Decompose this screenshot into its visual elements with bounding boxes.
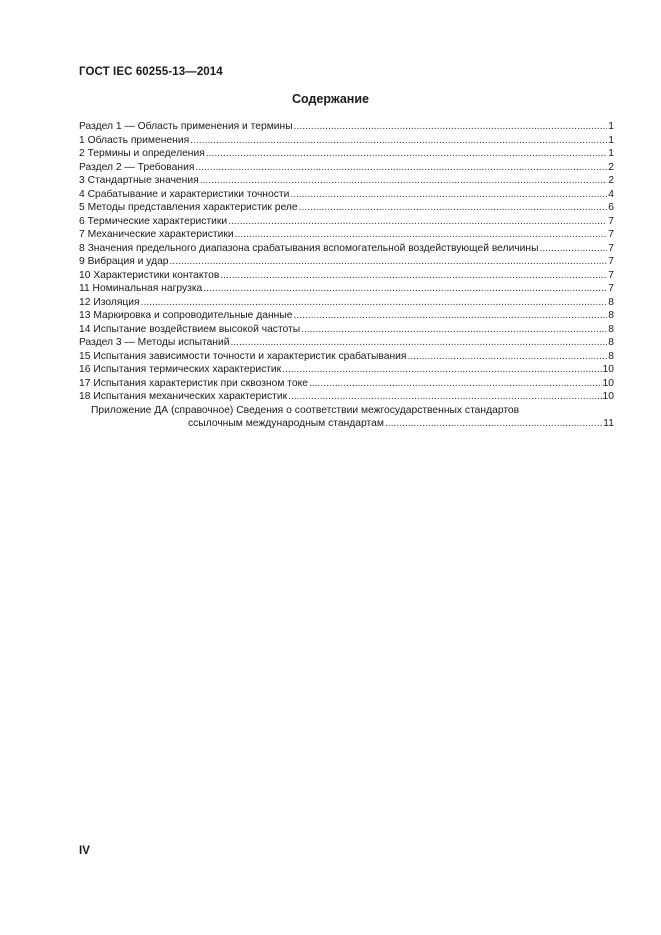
dot-leader	[190, 134, 607, 148]
toc-entry-page: 10	[602, 364, 614, 375]
dot-leader	[290, 188, 607, 202]
toc-entry[interactable]	[79, 377, 614, 391]
toc-entry-page: 8	[608, 310, 614, 321]
toc-entry-label: 18 Испытания механических характеристик	[79, 391, 288, 402]
toc-entry-page: 1	[608, 148, 614, 159]
dot-leader	[195, 161, 607, 175]
dot-leader	[385, 417, 602, 431]
toc-entry-label: Раздел 1 — Область применения и термины	[79, 121, 293, 132]
dot-leader	[309, 377, 602, 391]
toc-entry-label: 1 Область применения	[79, 134, 190, 146]
toc-entry-page: 10	[602, 377, 614, 389]
toc-entry-label: 10 Характеристики контактов	[79, 269, 220, 281]
toc-entry[interactable]	[79, 255, 614, 269]
toc-entry-label: 17 Испытания характеристик при сквозном токе	[79, 377, 308, 389]
dot-leader	[540, 242, 608, 256]
toc-entry[interactable]	[79, 296, 614, 310]
toc-annex-page: 11	[603, 418, 614, 429]
toc-entry-page: 8	[608, 350, 614, 362]
dot-leader	[228, 215, 607, 229]
table-of-contents	[79, 120, 614, 431]
dot-leader	[203, 282, 607, 296]
toc-entry-label: 6 Термические характеристики	[79, 215, 228, 227]
document-code: ГОСТ IEC 60255-13—2014	[79, 66, 223, 78]
toc-entry-label: 4 Срабатывание и характеристики точности	[79, 188, 290, 200]
toc-entry[interactable]	[79, 323, 614, 337]
toc-entry[interactable]	[79, 147, 614, 161]
toc-entry-page: 7	[608, 229, 614, 240]
toc-entry-page: 7	[608, 283, 614, 294]
toc-entry-page: 2	[608, 161, 614, 173]
toc-entry[interactable]	[79, 363, 614, 377]
toc-annex-label: ссылочным международным стандартам	[188, 418, 384, 429]
dot-leader	[293, 309, 607, 323]
toc-entry-page: 10	[602, 391, 614, 402]
toc-entry-page: 7	[608, 242, 614, 254]
toc-entry-page: 8	[608, 323, 614, 335]
toc-entry-page: 8	[608, 296, 614, 308]
dot-leader	[407, 350, 607, 364]
toc-entry[interactable]	[79, 269, 614, 283]
toc-entry-label: 5 Методы представления характеристик реле	[79, 202, 298, 213]
dot-leader	[200, 174, 608, 188]
dot-leader	[282, 363, 601, 377]
toc-entry-label: 11 Номинальная нагрузка	[79, 283, 203, 294]
toc-entry[interactable]	[79, 188, 614, 202]
toc-entry-page: 8	[608, 337, 614, 348]
toc-entry-page: 1	[608, 134, 614, 146]
toc-entry-page: 6	[608, 202, 614, 213]
toc-entry[interactable]	[79, 201, 614, 215]
toc-entry[interactable]	[79, 120, 614, 134]
dot-leader	[288, 390, 601, 404]
toc-entry-label: 9 Вибрация и удар	[79, 256, 169, 267]
dot-leader	[230, 336, 607, 350]
toc-entry-label: 7 Механические характеристики	[79, 229, 234, 240]
page-number: IV	[79, 845, 90, 857]
toc-entry-label: 15 Испытания зависимости точности и характеристик срабатывания	[79, 350, 407, 362]
dot-leader	[301, 323, 607, 337]
toc-entry[interactable]	[79, 174, 614, 188]
toc-entry-page: 7	[608, 269, 614, 281]
toc-entry[interactable]	[79, 350, 614, 364]
dot-leader	[220, 269, 607, 283]
toc-entry-label: 16 Испытания термических характеристик	[79, 364, 282, 375]
toc-entry-label: 8 Значения предельного диапазона срабатывания вспомогательной воздействующей величины	[79, 242, 539, 254]
toc-entry[interactable]	[79, 336, 614, 350]
toc-entry-page: 4	[608, 188, 614, 200]
toc-entry-page: 2	[608, 175, 614, 186]
toc-entry-page: 7	[608, 215, 614, 227]
dot-leader	[235, 228, 608, 242]
toc-entry-label: Раздел 2 — Требования	[79, 161, 195, 173]
dot-leader	[294, 120, 608, 134]
toc-entry-page: 1	[608, 121, 614, 132]
toc-entry[interactable]	[79, 228, 614, 242]
toc-entry-label: 13 Маркировка и сопроводительные данные	[79, 310, 293, 321]
toc-entry[interactable]	[79, 309, 614, 323]
dot-leader	[141, 296, 608, 310]
toc-title: Содержание	[291, 92, 369, 106]
toc-entry-label: Раздел 3 — Методы испытаний	[79, 337, 230, 348]
toc-entry[interactable]	[79, 282, 614, 296]
dot-leader	[170, 255, 608, 269]
toc-entry[interactable]	[79, 390, 614, 404]
dot-leader	[206, 147, 607, 161]
toc-annex-entry[interactable]	[79, 417, 614, 431]
toc-entry[interactable]	[79, 242, 614, 256]
toc-entry[interactable]	[79, 134, 614, 148]
toc-entry-page: 7	[608, 256, 614, 267]
toc-entry-label: 12 Изоляция	[79, 296, 140, 308]
toc-entry-label: 3 Стандартные значения	[79, 175, 199, 186]
toc-entry[interactable]	[79, 161, 614, 175]
toc-entry-label: 14 Испытание воздействием высокой частоты	[79, 323, 301, 335]
toc-annex-heading[interactable]: Приложение ДА (справочное) Сведения о соответствии межгосударственных стандартов	[91, 404, 520, 416]
toc-entry[interactable]	[79, 215, 614, 229]
dot-leader	[299, 201, 608, 215]
toc-entry-label: 2 Термины и определения	[79, 148, 205, 159]
